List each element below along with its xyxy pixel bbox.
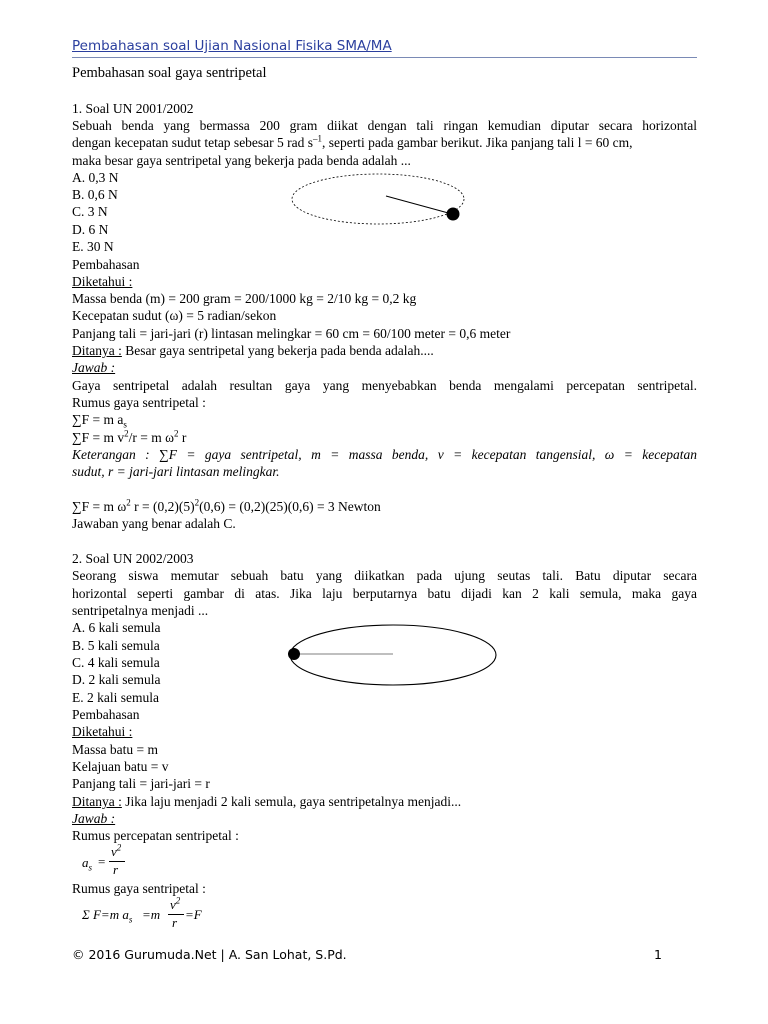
- q1-ditanya-label: Ditanya :: [72, 343, 122, 358]
- q2-jawab-label: Jawab :: [72, 811, 116, 826]
- q2-heading: 2. Soal UN 2002/2003: [72, 551, 194, 566]
- q2-option-c: C. 4 kali semula: [72, 655, 160, 670]
- q2-diketahui-label: Diketahui :: [72, 724, 133, 739]
- page-number: 1: [654, 947, 662, 962]
- q1-heading: 1. Soal UN 2001/2002: [72, 101, 194, 116]
- q2-body-line-3: sentripetalnya menjadi ...: [72, 603, 209, 618]
- q2-option-d: D. 2 kali semula: [72, 672, 161, 687]
- q2-known-speed: Kelajuan batu = v: [72, 759, 169, 774]
- q2-circular-motion-figure: [285, 622, 501, 688]
- page-header[interactable]: Pembahasan soal Ujian Nasional Fisika SMA/MA: [72, 38, 392, 54]
- q2-pembahasan-label: Pembahasan: [72, 707, 140, 722]
- q1-body-line-1: Sebuah benda yang bermassa 200 gram diikat dengan tali ringan kemudian diputar secara horizontal: [72, 118, 697, 133]
- q2-option-e: E. 2 kali semula: [72, 690, 159, 705]
- q1-ditanya-line: Ditanya : Besar gaya sentripetal yang bekerja pada benda adalah....: [72, 343, 434, 358]
- q2-body-line-1: Seorang siswa memutar sebuah batu yang diikatkan pada ujung seutas tali. Batu diputar secara: [72, 568, 697, 583]
- q1-circular-motion-figure: [290, 168, 470, 230]
- q1-known-angular-speed: Kecepatan sudut (ω) = 5 radian/sekon: [72, 308, 277, 323]
- q1-answer-line-1: Gaya sentripetal adalah resultan gaya yang menyebabkan benda mengalami percepatan sentripetal.: [72, 378, 697, 393]
- q2-known-radius: Panjang tali = jari-jari = r: [72, 776, 210, 791]
- q2-option-a: A. 6 kali semula: [72, 620, 161, 635]
- q1-answer-line-2: Rumus gaya sentripetal :: [72, 395, 206, 410]
- q1-known-radius: Panjang tali = jari-jari (r) lintasan melingkar = 60 cm = 60/100 meter = 0,6 meter: [72, 326, 511, 341]
- q1-keterangan-line-2: sudut, r = jari-jari lintasan melingkar.: [72, 464, 280, 479]
- q2-centripetal-acceleration-equation: $a_s$ = $v^2$ r: [82, 844, 142, 878]
- document-title: Pembahasan soal gaya sentripetal: [72, 65, 267, 81]
- q2-ditanya-label: Ditanya :: [72, 794, 122, 809]
- q1-option-b: B. 0,6 N: [72, 187, 118, 202]
- q2-body-line-2: horizontal seperti gambar di atas. Jika laju berputarnya batu dijadi kan 2 kali semula, maka gaya: [72, 586, 697, 601]
- q2-rumus-gaya: Rumus gaya sentripetal :: [72, 881, 206, 896]
- q2-rumus-percepatan: Rumus percepatan sentripetal :: [72, 828, 239, 843]
- q1-formula-2: ∑F = m $v^2/r = m$ $\omega^2$ r: [72, 428, 187, 445]
- q2-known-mass: Massa batu = m: [72, 742, 158, 757]
- q1-unit-exponent: –1: [313, 133, 323, 144]
- q1-known-mass: Massa benda (m) = 200 gram = 200/1000 kg = 2/10 kg = 0,2 kg: [72, 291, 417, 306]
- q1-diketahui-label: Diketahui :: [72, 274, 133, 289]
- q1-formula-1: ∑F = m $a_s$: [72, 412, 127, 430]
- q1-jawab-label: Jawab :: [72, 360, 116, 375]
- footer-copyright: © 2016 Gurumuda.Net | A. San Lohat, S.Pd.: [72, 947, 347, 962]
- q1-body-line-2: dengan kecepatan sudut tetap sebesar 5 rad $s^{-1}$, seperti pada gambar berikut. Jika panjang tali l = 60 cm,: [72, 133, 633, 150]
- q1-body-line-3: maka besar gaya sentripetal yang bekerja pada benda adalah ...: [72, 153, 411, 168]
- q1-calculation: ∑F = m $\omega^2$ $r = (0,2)(5)^2(0,6) = (0,2)(25)(0,6) = 3$ Newton: [72, 497, 381, 514]
- q1-option-a: A. 0,3 N: [72, 170, 119, 185]
- q2-option-b: B. 5 kali semula: [72, 638, 160, 653]
- header-rule: [72, 57, 697, 58]
- q1-pembahasan-label: Pembahasan: [72, 257, 140, 272]
- q2-ditanya-line: Ditanya : Jika laju menjadi 2 kali semula, gaya sentripetalnya menjadi...: [72, 794, 462, 809]
- q1-correct-answer: Jawaban yang benar adalah C.: [72, 516, 236, 531]
- q1-keterangan-line-1: Keterangan : ∑F = gaya sentripetal, m = massa benda, v = kecepatan tangensial, ω = kecepatan: [72, 447, 697, 462]
- q1-option-d: D. 6 N: [72, 222, 109, 237]
- q1-option-c: C. 3 N: [72, 204, 108, 219]
- q2-centripetal-force-equation: Σ F=m $a_s$ =m $v^2$ r =F: [82, 895, 202, 930]
- q1-option-e: E. 30 N: [72, 239, 114, 254]
